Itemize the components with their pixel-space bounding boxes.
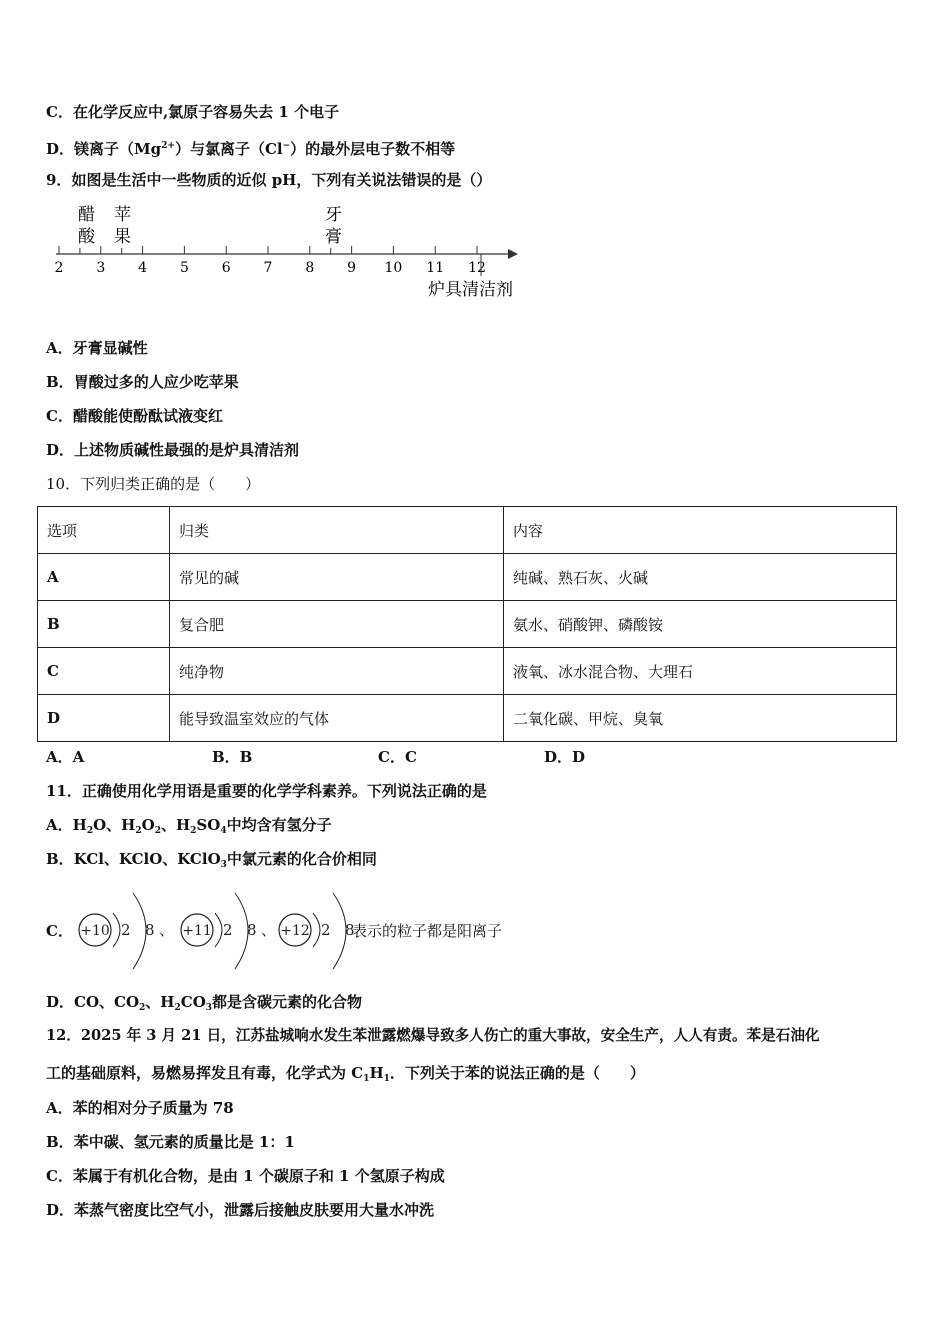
atom-structure-sodium	[181, 893, 276, 969]
scale-tick-label: 3	[96, 260, 106, 276]
answer-d: D．D	[544, 748, 586, 766]
table-row	[38, 554, 897, 601]
scale-tick-label: 8	[305, 260, 315, 276]
header-content: 内容	[504, 507, 897, 554]
row-option: B	[38, 601, 170, 648]
label-vinegar-top: 醋	[78, 205, 95, 225]
q12-option-b: B．苯中碳、氢元素的质量比是 1：1	[46, 1133, 295, 1151]
q12-option-a: A．苯的相对分子质量为 78	[46, 1099, 234, 1117]
row-option: A	[38, 554, 170, 601]
table-row	[38, 695, 897, 742]
svg-text:2: 2	[223, 921, 233, 939]
row-category: 能导致温室效应的气体	[170, 695, 504, 742]
row-option: C	[38, 648, 170, 695]
scale-tick-label: 2	[54, 260, 64, 276]
q11-option-d: D．CO、$CO_2$、$H_2CO_3$都是含碳元素的化合物	[46, 993, 363, 1013]
svg-text:+12: +12	[280, 923, 310, 939]
table-row	[38, 648, 897, 695]
atom-structure-diagrams	[75, 883, 365, 987]
q12-option-d: D．苯蒸气密度比空气小，泄露后接触皮肤要用大量水冲洗	[46, 1201, 435, 1219]
svg-text:+11: +11	[182, 923, 212, 939]
svg-text:8: 8	[345, 921, 355, 939]
q12-option-c: C．苯属于有机化合物，是由 1 个碳原子和 1 个氢原子构成	[46, 1167, 445, 1185]
svg-text:8: 8	[247, 921, 257, 939]
row-category: 常见的碱	[170, 554, 504, 601]
svg-text:+10: +10	[80, 923, 110, 939]
q12-stem-line1: 12．2025 年 3 月 21 日，江苏盐城响水发生苯泄露燃爆导致多人伤亡的重大事故，安全生产，人人有责。苯是石油化	[46, 1027, 820, 1044]
q11-option-c-label: C．	[46, 922, 73, 940]
svg-text:2: 2	[121, 921, 131, 939]
row-category: 复合肥	[170, 601, 504, 648]
q9-stem: 9．如图是生活中一些物质的近似 pH，下列有关说法错误的是（）	[46, 171, 492, 189]
q10-table	[37, 506, 897, 742]
scale-tick-label: 9	[347, 260, 357, 276]
q8-option-d: D．镁离子$(Mg^{2+})$与氯离子（Cl−）的最外层电子数不相等	[46, 140, 456, 158]
table-row	[38, 601, 897, 648]
header-option: 选项	[38, 507, 170, 554]
row-content: 液氧、冰水混合物、大理石	[504, 648, 897, 695]
scale-tick-label: 6	[221, 260, 231, 276]
atom-structure-magnesium	[279, 893, 355, 969]
q9-option-d: D．上述物质碱性最强的是炉具清洁剂	[46, 441, 300, 459]
header-category: 归类	[170, 507, 504, 554]
scale-tick-label: 7	[263, 260, 273, 276]
q9-option-c: C．醋酸能使酚酞试液变红	[46, 407, 223, 425]
row-category: 纯净物	[170, 648, 504, 695]
q10-answers	[46, 747, 710, 767]
q9-option-b: B．胃酸过多的人应少吃苹果	[46, 373, 239, 391]
answer-a: A．A	[46, 748, 85, 766]
ph-scale-diagram	[40, 200, 540, 309]
q8-option-c: C．在化学反应中,氯原子容易失去 1 个电子	[46, 103, 340, 121]
q11-option-b: B．KCl、KClO、KClO$_3$中氯元素的化合价相同	[46, 850, 377, 870]
row-content: 纯碱、熟石灰、火碱	[504, 554, 897, 601]
scale-tick-label: 5	[179, 260, 189, 276]
svg-text:8: 8	[145, 921, 155, 939]
axis-arrow-icon	[508, 249, 518, 259]
row-option: D	[38, 695, 170, 742]
q11-stem: 11．正确使用化学用语是重要的化学学科素养。下列说法正确的是	[46, 782, 487, 800]
q11-option-c-text: 表示的粒子都是阳离子	[352, 922, 503, 940]
scale-tick-label: 10	[384, 260, 403, 276]
q9-option-a: A．牙膏显碱性	[46, 339, 148, 357]
q12-stem-line2: 工的基础原料，易燃易挥发且有毒，化学式为 $C_1H_1$．下列关于苯的说法正确的是（ ）	[46, 1064, 645, 1084]
table-header-row	[38, 507, 897, 554]
q11-option-a: A．$H_2O$、$H_2O_2$、$H_2SO_4$中均含有氢分子	[46, 816, 332, 836]
svg-text:2: 2	[321, 921, 331, 939]
label-toothpaste-bottom: 膏	[325, 227, 342, 247]
row-content: 氨水、硝酸钾、磷酸铵	[504, 601, 897, 648]
label-apple-top: 苹	[114, 205, 131, 225]
svg-text:、: 、	[159, 921, 175, 939]
answer-b: B．B	[212, 748, 253, 766]
scale-tick-label: 11	[426, 260, 445, 276]
svg-text:、: 、	[261, 921, 277, 939]
q10-stem: 10．下列归类正确的是（ ）	[46, 475, 261, 493]
answer-c: C．C	[378, 748, 417, 766]
label-apple-bottom: 果	[114, 227, 131, 247]
scale-tick-label: 12	[468, 260, 486, 276]
row-content: 二氧化碳、甲烷、臭氧	[504, 695, 897, 742]
label-toothpaste-top: 牙	[325, 205, 342, 225]
label-vinegar-bottom: 酸	[78, 227, 95, 247]
label-cleaner: 炉具清洁剂	[428, 280, 513, 300]
scale-tick-label: 4	[138, 260, 148, 276]
atom-structure-neon	[79, 893, 174, 969]
